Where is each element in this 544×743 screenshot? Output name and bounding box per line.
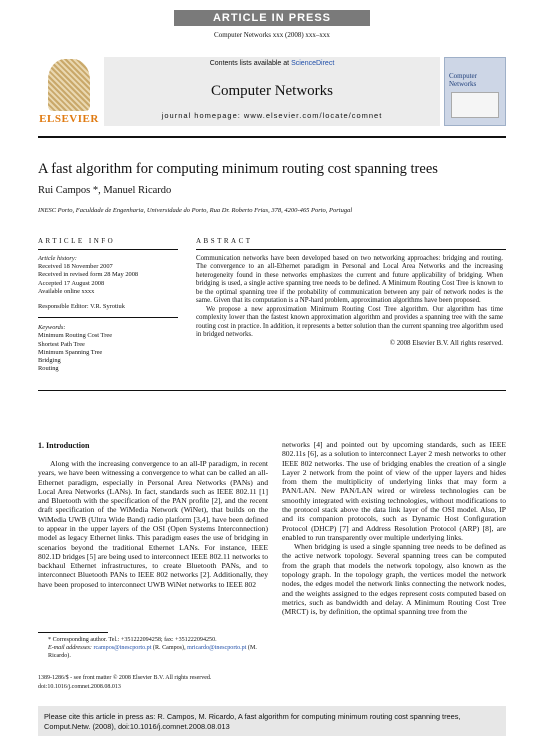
- journal-header: [104, 57, 440, 126]
- footnote-rule: [38, 632, 108, 633]
- responsible-editor: Responsible Editor: V.R. Syrotiuk: [38, 303, 125, 311]
- article-authors: Rui Campos *, Manuel Ricardo: [38, 185, 172, 196]
- elsevier-logo: [38, 57, 100, 131]
- abstract-heading: ABSTRACT: [196, 237, 253, 245]
- keywords-label: Keywords:: [38, 324, 66, 332]
- sciencedirect-link[interactable]: ScienceDirect: [291, 60, 335, 67]
- article-info: [38, 255, 178, 373]
- journal-cover: [444, 57, 506, 126]
- email-owner: (R. Campos),: [152, 645, 186, 651]
- intro-paragraph: networks [4] and pointed out by upcoming standards, such as IEEE 802.11s [6], as a solution to interconnect Layer 2 mesh networks to other IEEE 802 networks. The use of bridging enables the creation of a single Layer 2 network from the point of view of the upper layers and hides from them the multiplicity of underlying links that may form a PAN/LAN. New PAN/LAN wired or wireless technologies can be smoothly integrated with existing technologies, without modifications to the protocol stack above the data link layer of the OSI model. Also, IP and its companion protocols, such as Dynamic Host Configuration Protocol (DHCP) [7] and Address Resolution Protocol (ARP) [8], are enabled to run transparently over multiple underlying links.: [282, 440, 506, 542]
- citation-box: Please cite this article in press as: R. Campos, M. Ricardo, A fast algorithm for computing minimum routing cost spanning trees, Comput.Netw. (2008), doi:10.1016/j.comnet.2008.08.013: [38, 706, 506, 736]
- keyword: Routing: [38, 365, 59, 373]
- intro-paragraph: When bridging is used a single spanning tree needs to be defined as the active network topology. Several spanning trees can be computed from the graph that models the network topology, also known as the topology graph. In the topology graph, the vertices model the network nodes, the edges model the network links connecting the network nodes, and the weights assigned to the edges represent costs computed based on metrics, such as bandwidth and delay. A Minimum Routing Cost Tree (MRCT) is, by definition, the optimal spanning tree from the: [282, 542, 506, 617]
- footnote: [38, 636, 268, 660]
- abstract-body: [196, 255, 503, 348]
- keyword: Shortest Path Tree: [38, 340, 85, 348]
- history-item: Received in revised form 28 May 2008: [38, 271, 139, 279]
- abstract-paragraph: We propose a new approximation Minimum Routing Cost Tree algorithm. Our algorithm has time complexity lower than the fastest known approximation algorithm and provides a spanning tree with the same routing cost in practice. In addition, it represents a better solution than the current spanning tree algorithm used in bridged networks.: [196, 305, 503, 339]
- issn-block: [38, 674, 268, 691]
- journal-title: Computer Networks: [210, 83, 334, 99]
- email-link[interactable]: rcampos@inescporto.pt: [93, 645, 152, 651]
- email-label: E-mail addresses:: [48, 645, 92, 651]
- history-item: Available online xxxx: [38, 287, 95, 295]
- cover-image-icon: [451, 92, 499, 118]
- left-column: [38, 459, 268, 589]
- tree-logo-icon: [48, 59, 90, 111]
- abstract-bottom-rule: [38, 390, 506, 391]
- section-heading: 1. Introduction: [38, 441, 90, 450]
- email-link[interactable]: mricardo@inescporto.pt: [187, 645, 247, 651]
- history-label: Article history:: [38, 255, 77, 262]
- keyword: Bridging: [38, 357, 61, 365]
- email-line: [38, 644, 268, 660]
- history-item: Accepted 17 August 2008: [38, 279, 105, 287]
- email-owner: (M. Ricardo).: [48, 645, 257, 659]
- keyword: Minimum Spanning Tree: [38, 348, 103, 356]
- journal-homepage[interactable]: journal homepage: www.elsevier.com/locate/comnet: [161, 111, 383, 120]
- keyword: Minimum Routing Cost Tree: [38, 332, 113, 340]
- issn-line: 1389-1286/$ - see front matter © 2008 Elsevier B.V. All rights reserved.: [38, 675, 212, 681]
- contents-prefix: Contents lists available at: [209, 60, 290, 67]
- intro-paragraph: Along with the increasing convergence to an all-IP paradigm, in recent years, we have been witnessing a convergence to what can be called an all-Ethernet paradigm, especially in Personal Area Networks (PANs) and Local Area Networks (LANs). In fact, standards such as IEEE 802.11 [1] and Bluetooth with the specification of the PAN profile [2], and the recent draft specification of the WiMedia Network (WiNet), that builds on the WiMedia UWB (Ultra Wide Band) radio platform [3,4], have been defined to appear in the upper layers of the OSI (Open Systems Interconnection) model as legacy Ethernet links. This paradigm eases the use of bridging in scenarios beyond the traditional Ethernet LANs. For instance, IEEE 802.1D bridges [5] are being used to interconnect IEEE 802.11 networks to backhaul Ethernet infrastructures, to create Bluetooth PANs, and to interconnect Bluetooth PANs to IEEE 802 networks [2]. Additionally, they have been proposed to interconnect UWB WiNet networks to IEEE 802: [38, 459, 268, 589]
- article-info-heading: ARTICLE INFO: [38, 237, 116, 245]
- cover-title: Computer Networks: [449, 72, 477, 88]
- info-rule: [38, 249, 178, 250]
- publisher-logo-text: ELSEVIER: [39, 113, 99, 125]
- doi-line: doi:10.1016/j.comnet.2008.08.013: [38, 683, 121, 690]
- journal-reference: Computer Networks xxx (2008) xxx–xxx: [214, 31, 330, 39]
- corresponding-author: * Corresponding author. Tel.: +351222094258; fax: +351222094250.: [48, 637, 217, 643]
- abstract-rule: [196, 249, 506, 250]
- article-in-press-banner: ARTICLE IN PRESS: [174, 10, 370, 26]
- abstract-paragraph: Communication networks have been developed based on two networking approaches: bridging and routing. The convergence to an all-Ethernet paradigm in Personal and Local Area Networks and the increasing heterogeneity found in these networks emphasizes the current and future applicability of bridging. When bridging is used, a single active spanning tree needs to be defined. A Minimum Routing Cost Tree is known to be the optimal spanning tree if the probability of communication between any pair of network nodes is the same. Given that its computation is a NP-hard problem, approximation algorithms have been proposed.: [196, 255, 503, 305]
- abstract-copyright: © 2008 Elsevier B.V. All rights reserved.: [389, 339, 503, 347]
- header-rule: [38, 136, 506, 138]
- affiliation: INESC Porto, Faculdade de Engenharia, Universidade do Porto, Rua Dr. Roberto Frias, 378, 4200-465 Porto, Portugal: [38, 207, 353, 214]
- history-item: Received 18 November 2007: [38, 263, 113, 271]
- article-title: A fast algorithm for computing minimum routing cost spanning trees: [38, 161, 438, 177]
- contents-line: [104, 60, 440, 67]
- right-column: [282, 440, 506, 616]
